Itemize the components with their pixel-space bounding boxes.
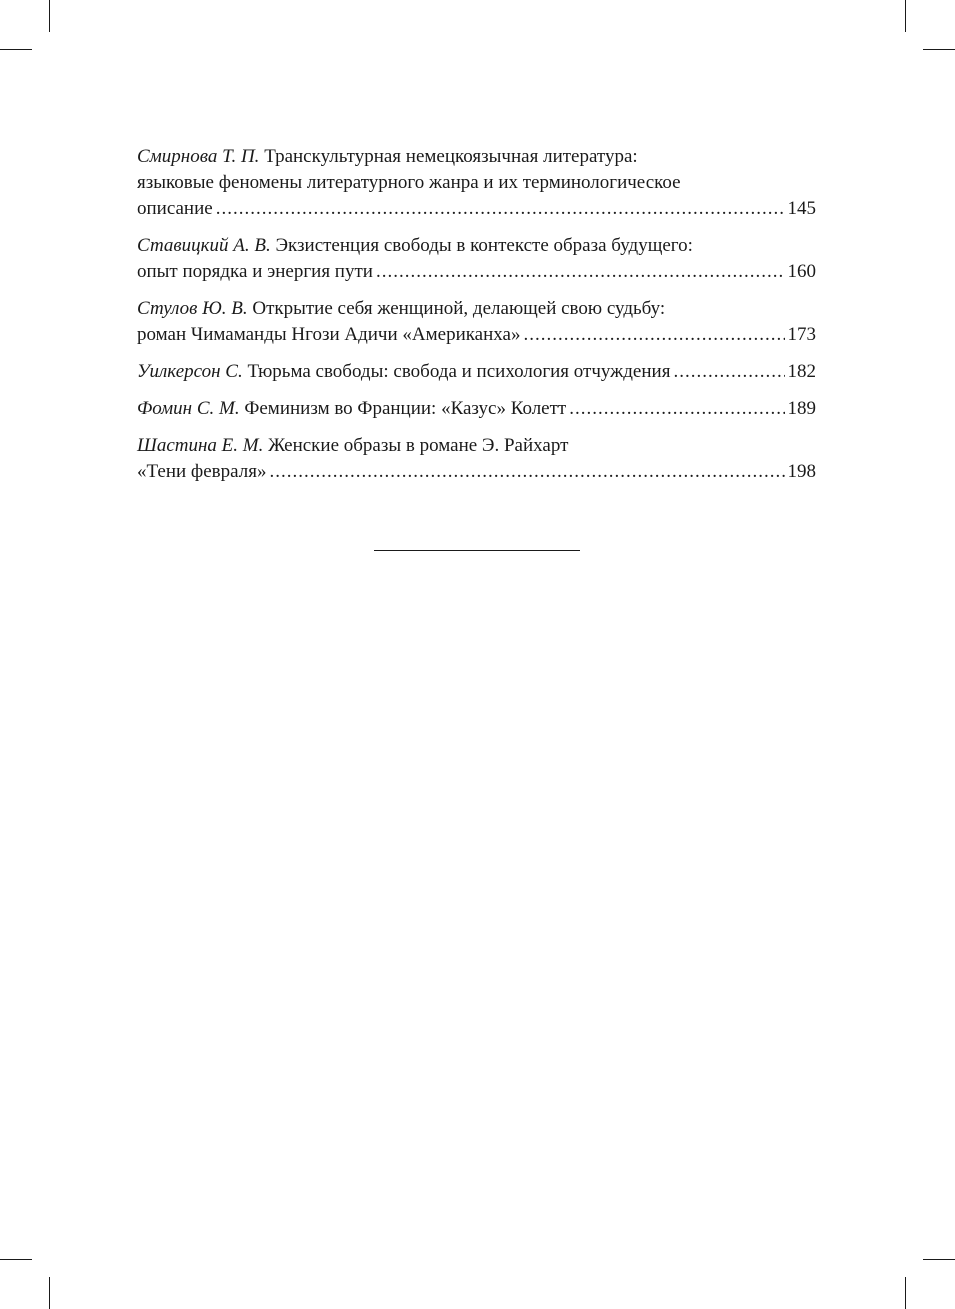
toc-title: Экзистенция свободы в контексте образа будущего:	[275, 235, 693, 256]
toc-title: роман Чимаманды Нгози Адичи «Американха»	[137, 324, 521, 345]
toc-entry-last-line	[137, 459, 816, 485]
toc-entry-line	[137, 233, 816, 259]
crop-mark-bottom-right-horizontal	[923, 1259, 955, 1260]
crop-mark-top-left-vertical	[49, 0, 50, 32]
toc-entry-last-line	[137, 396, 816, 422]
toc-entry-last-line	[137, 359, 816, 385]
toc-title: Открытие себя женщиной, делающей свою судьбу:	[252, 298, 666, 319]
toc-author: Фомин С. М.	[137, 398, 240, 419]
toc-entry-line	[137, 296, 816, 322]
toc-leader-dots	[569, 396, 784, 422]
toc-page-number: 189	[787, 398, 816, 419]
toc-leader-dots	[673, 359, 784, 385]
toc-title: Феминизм во Франции: «Казус» Колетт	[244, 398, 567, 419]
toc-author: Уилкерсон С.	[137, 361, 243, 382]
toc-entry-line	[137, 433, 816, 459]
toc-author: Стулов Ю. В.	[137, 298, 248, 319]
toc-entry	[137, 359, 816, 385]
toc-leader-dots	[523, 322, 784, 348]
toc-title: языковые феномены литературного жанра и их терминологическое	[137, 172, 681, 193]
toc-author: Шастина Е. М.	[137, 435, 264, 456]
toc-title: описание	[137, 198, 213, 219]
toc-page-number: 160	[787, 261, 816, 282]
end-divider-rule	[374, 550, 580, 551]
crop-mark-bottom-left-horizontal	[0, 1259, 32, 1260]
crop-mark-top-right-vertical	[905, 0, 906, 32]
toc-entry	[137, 233, 816, 285]
toc-leader-dots	[376, 259, 785, 285]
toc-title: Женские образы в романе Э. Райхарт	[268, 435, 569, 456]
toc-page-number: 182	[787, 361, 816, 382]
toc-entry	[137, 433, 816, 485]
toc-entry	[137, 396, 816, 422]
table-of-contents	[137, 144, 816, 496]
toc-title: Тюрьма свободы: свобода и психология отчуждения	[247, 361, 671, 382]
toc-entry	[137, 144, 816, 222]
toc-author: Ставицкий А. В.	[137, 235, 271, 256]
toc-page-number: 198	[787, 461, 816, 482]
crop-mark-bottom-right-vertical	[905, 1277, 906, 1309]
toc-author: Смирнова Т. П.	[137, 146, 260, 167]
toc-title: Транскультурная немецкоязычная литература:	[264, 146, 638, 167]
toc-entry-last-line	[137, 259, 816, 285]
toc-leader-dots	[269, 459, 784, 485]
toc-entry-last-line	[137, 322, 816, 348]
toc-title: опыт порядка и энергия пути	[137, 261, 373, 282]
toc-page-number: 145	[787, 198, 816, 219]
toc-leader-dots	[216, 196, 785, 222]
toc-title: «Тени февраля»	[137, 461, 267, 482]
toc-entry	[137, 296, 816, 348]
crop-mark-bottom-left-vertical	[49, 1277, 50, 1309]
toc-page-number: 173	[787, 324, 816, 345]
crop-mark-top-left-horizontal	[0, 49, 32, 50]
crop-mark-top-right-horizontal	[923, 49, 955, 50]
toc-entry-line	[137, 144, 816, 170]
toc-entry-line	[137, 170, 816, 196]
toc-entry-last-line	[137, 196, 816, 222]
